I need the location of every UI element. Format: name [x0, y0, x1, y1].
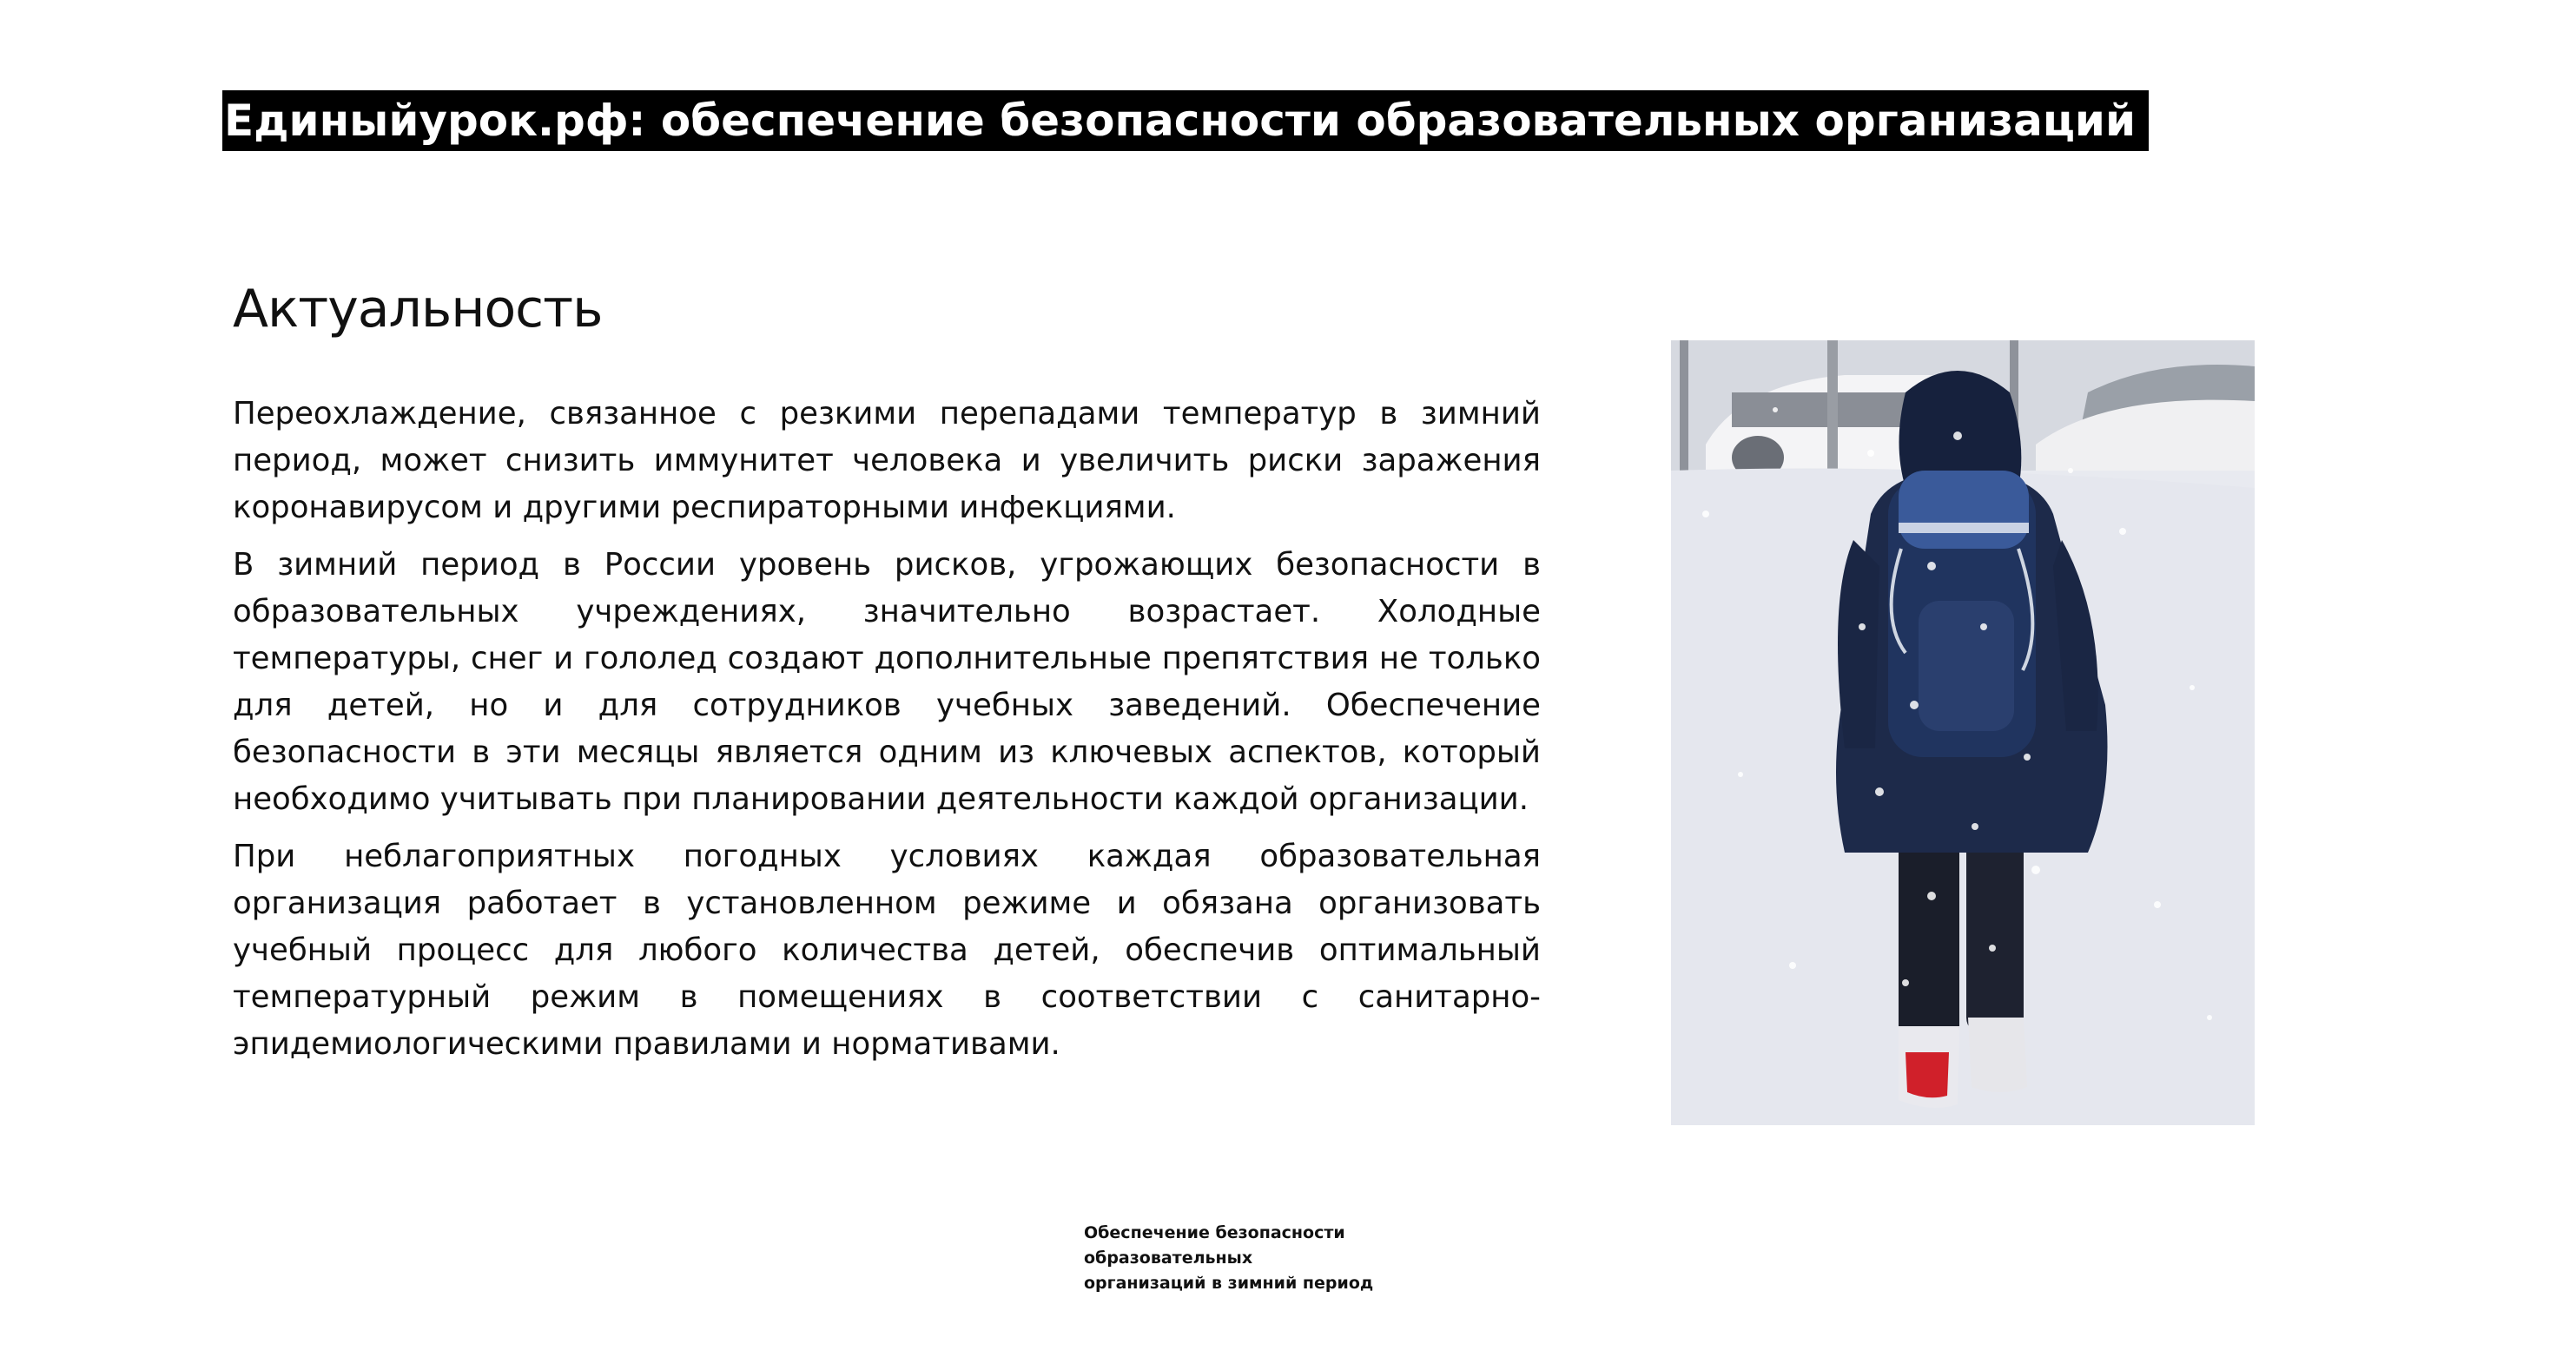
paragraph-1: Переохлаждение, связанное с резкими перепадами температур в зимний период, может снизить иммунитет человека и увеличить риски заражения коронавирусом и другими респираторными инфекциями. [233, 396, 1541, 525]
winter-child-photo [1671, 340, 2255, 1125]
section-heading: Актуальность [233, 279, 603, 339]
paragraph-2: В зимний период в России уровень рисков, угрожающих безопасности в образовательных учреждениях, значительно возрастает. Холодные температуры, снег и гололед создают дополнительные препятствия не только для детей, но и для сотрудников учебных заведений. Обеспечение безопасности в эти месяцы является одним из ключевых аспектов, который необходимо учитывать при планировании деятельности каждой организации. [233, 547, 1541, 817]
footer-caption [1084, 1221, 1518, 1296]
paragraph-3: При неблагоприятных погодных условиях каждая образовательная организация работает в установленном режиме и обязана организовать учебный процесс для любого количества детей, обеспечив оптимальный температурный режим в помещениях в соответствии с санитарно-эпидемиологическими правилами и нормативами. [233, 839, 1541, 1062]
footer-caption-line1: Обеспечение безопасности образовательных [1084, 1223, 1345, 1268]
page-title: Единыйурок.рф: обеспечение безопасности образовательных организаций в зимний период [222, 90, 2149, 151]
body-text [233, 391, 1541, 1078]
footer-caption-line2: организаций в зимний период [1084, 1274, 1374, 1293]
photo-illustration [1671, 340, 2255, 1125]
